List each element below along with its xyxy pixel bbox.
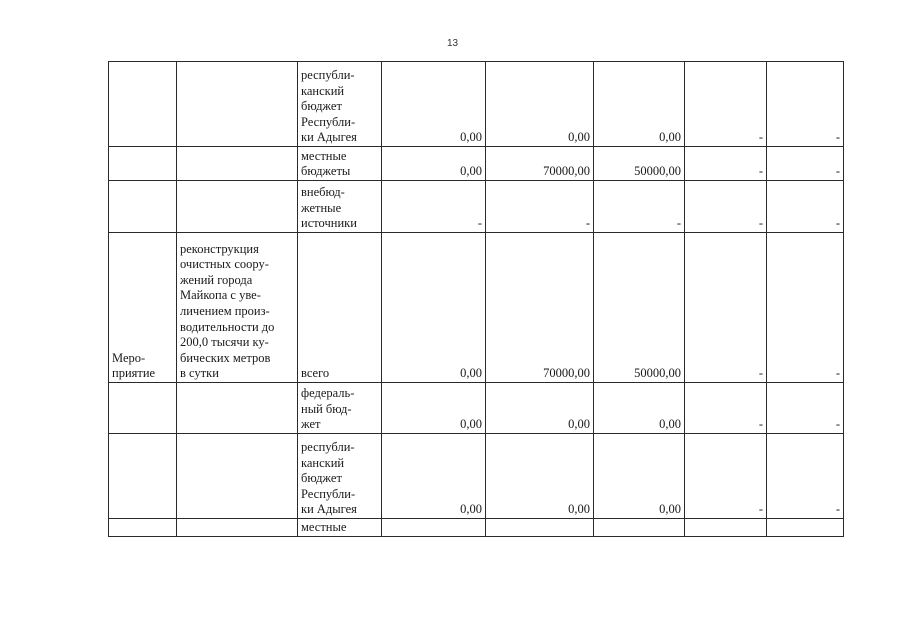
table-row xyxy=(109,233,844,383)
amount-cell xyxy=(382,519,486,537)
funding-source-text: республи- канский бюджет Республи- ки Адыгея xyxy=(301,440,357,517)
activity-type-cell xyxy=(109,147,177,181)
amount-cell xyxy=(685,434,767,519)
amount-value: 0,00 xyxy=(460,417,482,432)
amount-value: 50000,00 xyxy=(634,366,681,381)
table-row xyxy=(109,181,844,233)
amount-cell xyxy=(685,383,767,434)
activity-type-cell xyxy=(109,383,177,434)
amount-value: - xyxy=(758,417,763,432)
amount-value: - xyxy=(585,216,590,231)
amount-value: - xyxy=(758,164,763,179)
amount-cell xyxy=(382,181,486,233)
table-row xyxy=(109,434,844,519)
amount-cell xyxy=(382,147,486,181)
activity-name-cell xyxy=(177,383,298,434)
amount-value: - xyxy=(835,417,840,432)
activity-type-text: Меро- приятие xyxy=(112,350,156,381)
amount-cell xyxy=(767,233,844,383)
funding-source-cell xyxy=(298,147,382,181)
amount-cell xyxy=(382,434,486,519)
amount-value: - xyxy=(758,216,763,231)
activity-name-cell xyxy=(177,233,298,383)
funding-source-text: республи- канский бюджет Республи- ки Адыгея xyxy=(301,68,357,145)
amount-value: - xyxy=(835,502,840,517)
amount-cell xyxy=(382,62,486,147)
amount-cell xyxy=(486,434,594,519)
activity-type-cell xyxy=(109,233,177,383)
amount-cell xyxy=(594,519,685,537)
amount-value: - xyxy=(758,130,763,145)
funding-source-cell xyxy=(298,434,382,519)
amount-cell xyxy=(767,181,844,233)
amount-value: 0,00 xyxy=(659,130,681,145)
activity-type-cell xyxy=(109,181,177,233)
table-body xyxy=(109,62,844,537)
amount-cell xyxy=(767,434,844,519)
activity-name-text: реконструкция очистных соору- жений города Майкопа с уве- личением произ- водительности до 200,0 тысячи ку- бических метров в сутки xyxy=(180,241,275,381)
amount-value: - xyxy=(835,164,840,179)
activity-name-cell xyxy=(177,434,298,519)
amount-cell xyxy=(382,233,486,383)
amount-value: 0,00 xyxy=(460,502,482,517)
activity-type-cell xyxy=(109,62,177,147)
amount-cell xyxy=(685,62,767,147)
amount-value: 50000,00 xyxy=(634,164,681,179)
amount-value: - xyxy=(835,130,840,145)
amount-value: 0,00 xyxy=(568,417,590,432)
funding-source-text: всего xyxy=(301,366,330,381)
amount-value: - xyxy=(835,216,840,231)
table-row xyxy=(109,62,844,147)
amount-cell xyxy=(486,383,594,434)
amount-value: 0,00 xyxy=(460,130,482,145)
funding-source-cell xyxy=(298,519,382,537)
amount-value: - xyxy=(676,216,681,231)
amount-cell xyxy=(685,147,767,181)
amount-cell xyxy=(685,233,767,383)
funding-source-text: федераль- ный бюд- жет xyxy=(301,386,355,432)
activity-name-cell xyxy=(177,62,298,147)
amount-cell xyxy=(685,519,767,537)
amount-value: - xyxy=(758,366,763,381)
amount-cell xyxy=(486,519,594,537)
amount-cell xyxy=(594,62,685,147)
amount-value: 70000,00 xyxy=(543,366,590,381)
activity-name-cell xyxy=(177,181,298,233)
amount-value: - xyxy=(758,502,763,517)
amount-cell xyxy=(767,383,844,434)
amount-cell xyxy=(486,233,594,383)
amount-value: 0,00 xyxy=(460,164,482,179)
table-row xyxy=(109,383,844,434)
amount-cell xyxy=(767,147,844,181)
activity-name-cell xyxy=(177,519,298,537)
amount-value: - xyxy=(835,366,840,381)
funding-source-cell xyxy=(298,181,382,233)
funding-source-cell xyxy=(298,233,382,383)
amount-cell xyxy=(594,147,685,181)
funding-source-text: внебюд- жетные источники xyxy=(301,185,357,231)
activity-name-cell xyxy=(177,147,298,181)
page-number: 13 xyxy=(446,38,459,49)
amount-cell xyxy=(594,383,685,434)
activity-type-cell xyxy=(109,519,177,537)
amount-cell xyxy=(767,62,844,147)
amount-cell xyxy=(486,62,594,147)
funding-source-cell xyxy=(298,62,382,147)
table-row xyxy=(109,519,844,537)
funding-source-text: местные бюджеты xyxy=(301,148,351,179)
amount-cell xyxy=(594,181,685,233)
amount-value: 0,00 xyxy=(568,502,590,517)
amount-cell xyxy=(486,147,594,181)
amount-value: 0,00 xyxy=(568,130,590,145)
amount-value: 0,00 xyxy=(460,366,482,381)
amount-value: 0,00 xyxy=(659,502,681,517)
budget-table xyxy=(108,61,844,537)
amount-cell xyxy=(382,383,486,434)
amount-cell xyxy=(486,181,594,233)
table-row xyxy=(109,147,844,181)
amount-value: 70000,00 xyxy=(543,164,590,179)
amount-cell xyxy=(767,519,844,537)
funding-source-text: местные xyxy=(301,520,347,535)
amount-value: - xyxy=(477,216,482,231)
activity-type-cell xyxy=(109,434,177,519)
amount-value: 0,00 xyxy=(659,417,681,432)
amount-cell xyxy=(594,233,685,383)
amount-cell xyxy=(594,434,685,519)
amount-cell xyxy=(685,181,767,233)
funding-source-cell xyxy=(298,383,382,434)
